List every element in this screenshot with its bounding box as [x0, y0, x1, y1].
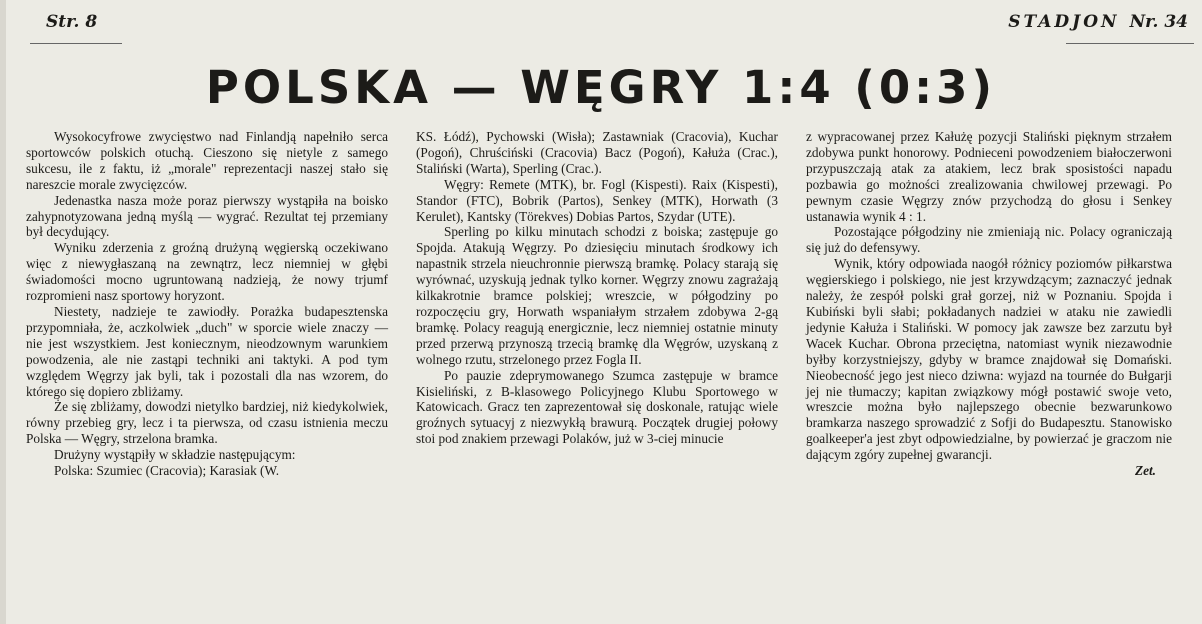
paragraph: Pozostające półgodziny nie zmieniają nic. Polacy ograniczają się już do defensywy.	[806, 224, 1172, 256]
paragraph: Wyniku zderzenia z groźną drużyną węgierską oczekiwano więc z niewygłaszaną na zewnątrz, lecz niemniej w głębi świadomości mocno ugruntowaną nadzieją, że nowy trjumf rozpromieni nasz sportowy horyzont.	[26, 240, 388, 304]
running-header	[1008, 12, 1188, 32]
header-rule-left	[30, 43, 122, 44]
paragraph: Węgry: Remete (MTK), br. Fogl (Kispesti). Raix (Kispesti), Standor (FTC), Bobrik (Partos), Senkey (MTK), Horwath (3 Kerulet), Kantsky (Törekves) Dobias Partos, Szydar (UTE).	[416, 176, 778, 224]
article-headline: POLSKA — WĘGRY 1:4 (0:3)	[205, 61, 997, 114]
paragraph: Niestety, nadzieje te zawiodły. Porażka budapesztenska przypomniała, że, aczkolwiek „duch" w sporcie wiele znaczy — nie jest wszystkiem. Jest koniecznym, nieodzownym warunkiem powodzenia, ale nie zastąpi techniki ani taktyki. A pod tym względem Węgrzy jak byli, tak i pozostali dla nas wzorem, do którego się dopiero zbliżamy.	[26, 303, 388, 399]
paragraph: z wypracowanej przez Kałużę pozycji Staliński pięknym strzałem zdobywa punkt honorowy. Podnieceni powodzeniem białoczerwoni przypuszczają atak za atakiem, lecz brak sposistości napadu pozbawia go możności zrealizowania chwilowej przewagi. Po pewnym czasie Węgrzy znów przychodzą do głosu i Senkey ustanawia wynik 4 : 1.	[806, 129, 1172, 224]
paragraph: Jedenastka nasza może poraz pierwszy wystąpiła na boisko zahypnotyzowana jedną myślą — wygrać. Rezultat tej przemiany był decydujący.	[26, 192, 388, 240]
author-signature: Zet.	[1134, 463, 1156, 479]
article-column-3	[806, 129, 1172, 479]
page-number: Str. 8	[46, 12, 98, 32]
article-column-1	[26, 129, 388, 479]
paragraph: Wynik, który odpowiada naogół różnicy poziomów piłkarstwa węgierskiego i polskiego, nie jest krzywdzącym; zaznaczyć jednak należy, że zespół polski grał gorzej, niż w Poznaniu. Spojda i Kubiński byli słabi; pokładanych nadziei w ataku nie zawiedli jedynie Kałuża i Staliński. W pomocy jak zawsze bez zarzutu był Wacek Kuchar. Obrona przeciętna, natomiast wynik niezawodnie byłby korzystniejszy, gdyby w bramce znajdował się Domański. Nieobecność jego jest nieco dziwna: wyjazd na tournée do Bułgarji jej nie tłumaczy; kapitan związkowy mógł postawić swoje veto, wreszcie można było najlepszego obecnie bezwarunkowo bramkarza naszego sprowadzić z Sofji do Budapesztu. Stanowisko goalkeeper'a jest zbyt odpowiedzialne, by powierzać je graczom nie dającym zgóry zupełnej gwarancji.	[806, 256, 1172, 463]
paragraph: Sperling po kilku minutach schodzi z boiska; zastępuje go Spojda. Atakują Węgrzy. Po dziesięciu minutach środkowy ich napastnik strzela nieuchronnie pierwszą bramkę. Polacy starają się wyrównać, uzyskują jednak tylko korner. Węgrzy znowu zagrażają kilkakrotnie bramce polskiej; wreszcie, w półgodziny po rozpoczęciu gry, Horwath wspaniałym strzałem zdobywa 2-gą bramkę. Polacy reagują energicznie, lecz niemniej ostatnie minuty przed przerwą przynoszą trzecią bramkę dla Węgrów, uzyskaną z wolnego rzutu, strzelonego przez Fogla II.	[416, 224, 778, 367]
header-rule-right	[1066, 43, 1194, 44]
magazine-name: STADJON	[1008, 12, 1120, 32]
paragraph: Wysokocyfrowe zwycięstwo nad Finlandją napełniło serca sportowców polskich otuchą. Cieszono się nietyle z samego sukcesu, ile z faktu, iż „morale" reprezentacji naszej stało się nareszcie morale zwycięzców.	[26, 129, 388, 192]
paragraph: Po pauzie zdeprymowanego Szumca zastępuje w bramce Kisieliński, z B-klasowego Policyjnego Klubu Sportowego w Katowicach. Gracz ten zaprezentował się doskonale, ratując wiele groźnych sytuacyj z niezwykłą brawurą. Początek drugiej połowy stoi pod znakiem przewagi Polaków, już w 3-ciej minucie	[416, 367, 778, 447]
paragraph: KS. Łódź), Pychowski (Wisła); Zastawniak (Cracovia), Kuchar (Pogoń), Chruściński (Cracovia) Bacz (Pogoń), Kałuża (Crac.), Staliński (Warta), Sperling (Crac.).	[416, 129, 778, 176]
article-column-2	[416, 129, 778, 447]
paragraph: Polska: Szumiec (Cracovia); Karasiak (W.	[54, 463, 280, 479]
paragraph: Drużyny wystąpiły w składzie następującym:	[54, 447, 296, 463]
paragraph: Że się zbliżamy, dowodzi nietylko bardziej, niż kiedykolwiek, równy przebieg gry, lecz i ta pierwsza, od czasu istnienia meczu Polska — Węgry, strzelona bramka.	[26, 399, 388, 447]
issue-number: Nr. 34	[1129, 12, 1188, 32]
